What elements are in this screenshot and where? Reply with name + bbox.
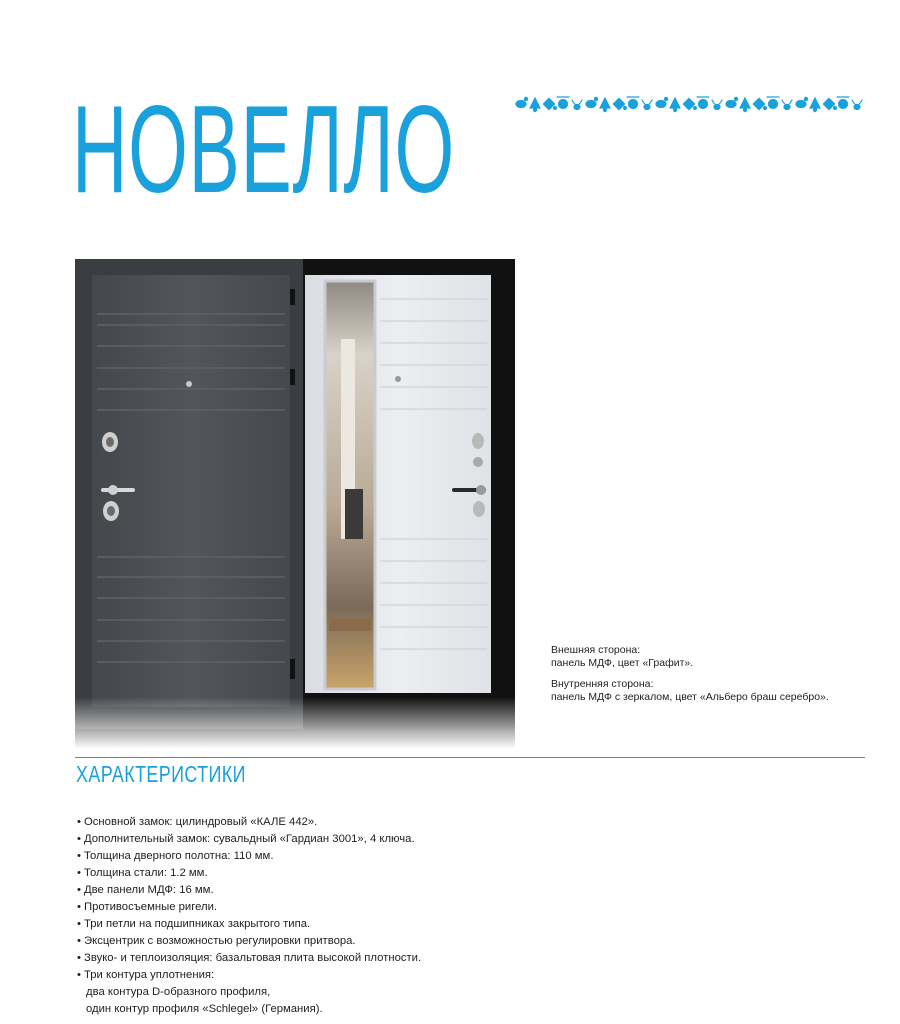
outer-side-text: панель МДФ, цвет «Графит». bbox=[551, 657, 694, 669]
spec-item: • Толщина дверного полотна: 110 мм. bbox=[77, 850, 274, 862]
spec-item: • Толщина стали: 1.2 мм. bbox=[77, 867, 208, 879]
specs-list bbox=[77, 814, 421, 1018]
spec-item: • Основной замок: цилиндровый «КАЛЕ 442». bbox=[77, 816, 318, 828]
section-heading: ХАРАКТЕРИСТИКИ bbox=[76, 761, 246, 787]
spec-item: • Противосъемные ригели. bbox=[77, 901, 218, 913]
door-photo bbox=[75, 259, 515, 749]
section-divider bbox=[75, 757, 865, 758]
spec-item: • Звуко- и теплоизоляция: базальтовая плита высокой плотности. bbox=[77, 952, 422, 964]
spec-subitem: два контура D-образного профиля, bbox=[86, 986, 271, 998]
spec-item: • Три петли на подшипниках закрытого типа. bbox=[77, 918, 311, 930]
inner-side-text: панель МДФ с зеркалом, цвет «Альберо браш серебро». bbox=[551, 691, 829, 703]
page-title: НОВЕЛЛО bbox=[72, 81, 455, 219]
outer-side-label: Внешняя сторона: bbox=[551, 644, 641, 656]
spec-item: • Три контура уплотнения: два контура D-образного профиля, один контур профиля «Schlegel» (Германия). bbox=[77, 967, 421, 1018]
folk-pattern-ornament-icon bbox=[515, 92, 865, 116]
inner-side-label: Внутренняя сторона: bbox=[551, 678, 654, 690]
spec-subitem: один контур профиля «Schlegel» (Германия). bbox=[86, 1003, 323, 1015]
spec-item: • Две панели МДФ: 16 мм. bbox=[77, 884, 214, 896]
door-caption bbox=[551, 644, 871, 704]
inner-door-white bbox=[303, 259, 515, 729]
spec-item: • Эксцентрик с возможностью регулировки притвора. bbox=[77, 935, 356, 947]
spec-item: • Дополнительный замок: сувальдный «Гардиан 3001», 4 ключа. bbox=[77, 833, 415, 845]
outer-door-graphite bbox=[75, 259, 303, 729]
